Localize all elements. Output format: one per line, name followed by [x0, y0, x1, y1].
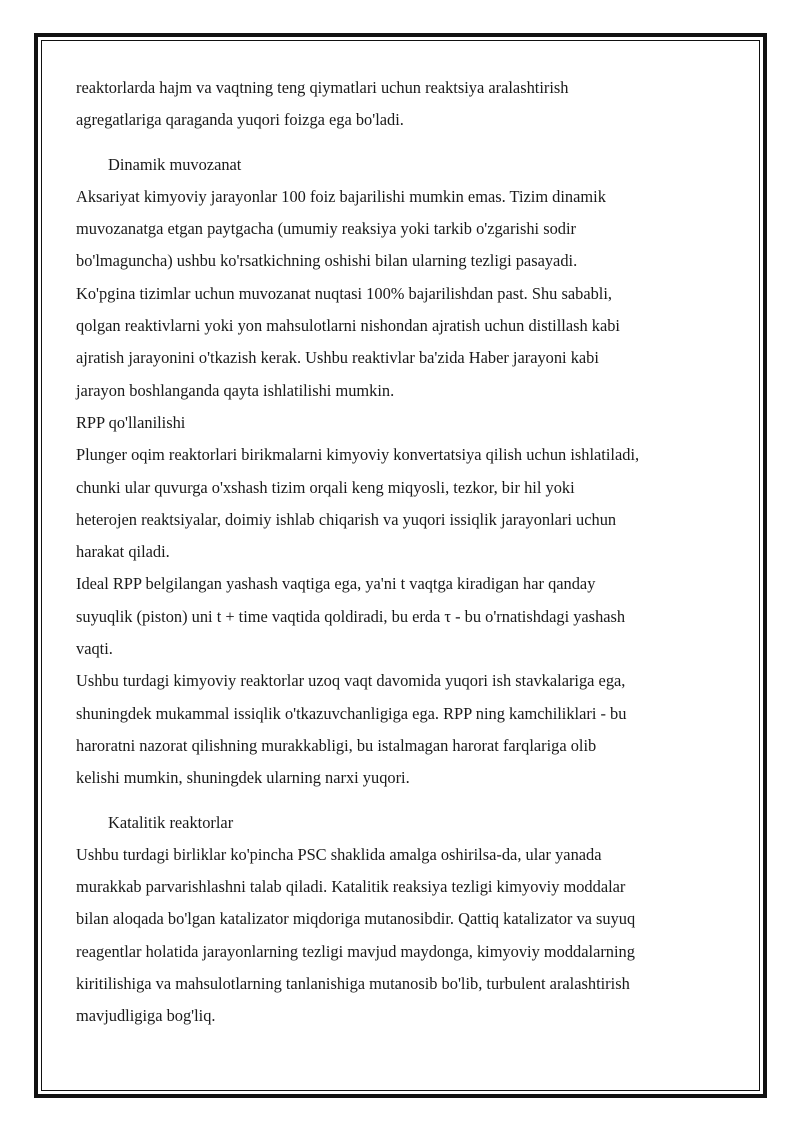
paragraph-gap — [76, 795, 736, 807]
text-line: harakat qiladi. — [76, 542, 170, 562]
text-line: Plunger oqim reaktorlari birikmalarni kimyoviy konvertatsiya qilish uchun ishlatiladi, — [76, 445, 640, 465]
text-line: mavjudligiga bog'liq. — [76, 1006, 216, 1026]
text-line: Ko'pgina tizimlar uchun muvozanat nuqtasi 100% bajarilishdan past. Shu sababli, — [76, 283, 612, 303]
rpp-paragraph-1 — [76, 439, 736, 568]
text-line: suyuqlik (piston) uni t + time vaqtida qoldiradi, bu erda τ - bu o'rnatishdagi yashash — [76, 606, 626, 626]
section-heading-catalytic: Katalitik reaktorlar — [108, 812, 234, 832]
text-line: haroratni nazorat qilishning murakkabligi, bu istalmagan harorat farqlariga olib — [76, 735, 597, 755]
text-line: vaqti. — [76, 639, 113, 659]
text-line: Ushbu turdagi birliklar ko'pincha PSC shaklida amalga oshirilsa-da, ular yanada — [76, 844, 602, 864]
text-line: kelishi mumkin, shuningdek ularning narxi yuqori. — [76, 768, 410, 788]
text-line: Aksariyat kimyoviy jarayonlar 100 foiz bajarilishi mumkin emas. Tizim dinamik — [76, 186, 606, 206]
text-line: jarayon boshlanganda qayta ishlatilishi mumkin. — [76, 380, 395, 400]
section-heading-rpp: RPP qo'llanilishi — [76, 412, 186, 432]
section-heading-dynamic: Dinamik muvozanat — [108, 154, 242, 174]
text-line: Ideal RPP belgilangan yashash vaqtiga ega, ya'ni t vaqtga kiradigan har qanday — [76, 574, 596, 594]
text-line: reaktorlarda hajm va vaqtning teng qiymatlari uchun reaktsiya aralashtirish — [76, 78, 569, 97]
text-line: agregatlariga qaraganda yuqori foizga ega bo'ladi. — [76, 110, 404, 130]
text-line: bilan aloqada bo'lgan katalizator miqdoriga mutanosibdir. Qattiq katalizator va suyuq — [76, 909, 636, 929]
text-line: chunki ular quvurga o'xshash tizim orqali keng miqyosli, tezkor, bir hil yoki — [76, 477, 575, 497]
text-line: kiritilishiga va mahsulotlarning tanlanishiga mutanosib bo'lib, turbulent aralashtirish — [76, 974, 630, 994]
text-line: ajratish jarayonini o'tkazish kerak. Ushbu reaktivlar ba'zida Haber jarayoni kabi — [76, 348, 599, 368]
text-line: murakkab parvarishlashni talab qiladi. Katalitik reaksiya tezligi kimyoviy moddalar — [76, 877, 626, 897]
text-line: muvozanatga etgan paytgacha (umumiy reaksiya yoki tarkib o'zgarishi sodir — [76, 219, 576, 239]
text-line: bo'lmaguncha) ushbu ko'rsatkichning oshishi bilan ularning tezligi pasayadi. — [76, 251, 578, 271]
catalytic-paragraph — [76, 839, 736, 1033]
rpp-paragraph-3 — [76, 665, 736, 794]
text-line: heterojen reaktsiyalar, doimiy ishlab chiqarish va yuqori issiqlik jarayonlari uchun — [76, 509, 617, 529]
text-line: Ushbu turdagi kimyoviy reaktorlar uzoq vaqt davomida yuqori ish stavkalariga ega, — [76, 671, 626, 691]
text-line: reagentlar holatida jarayonlarning tezligi mavjud maydonga, kimyoviy moddalarning — [76, 941, 635, 961]
paragraph-gap — [76, 137, 736, 149]
rpp-paragraph-2 — [76, 568, 736, 665]
text-line: shuningdek mukammal issiqlik o'tkazuvchanligiga ega. RPP ning kamchiliklari - bu — [76, 703, 627, 723]
page-content — [76, 72, 736, 1033]
dynamic-paragraph — [76, 181, 736, 407]
text-line: qolgan reaktivlarni yoki yon mahsulotlarni nishondan ajratish uchun distillash kabi — [76, 316, 620, 336]
intro-paragraph — [76, 72, 736, 137]
